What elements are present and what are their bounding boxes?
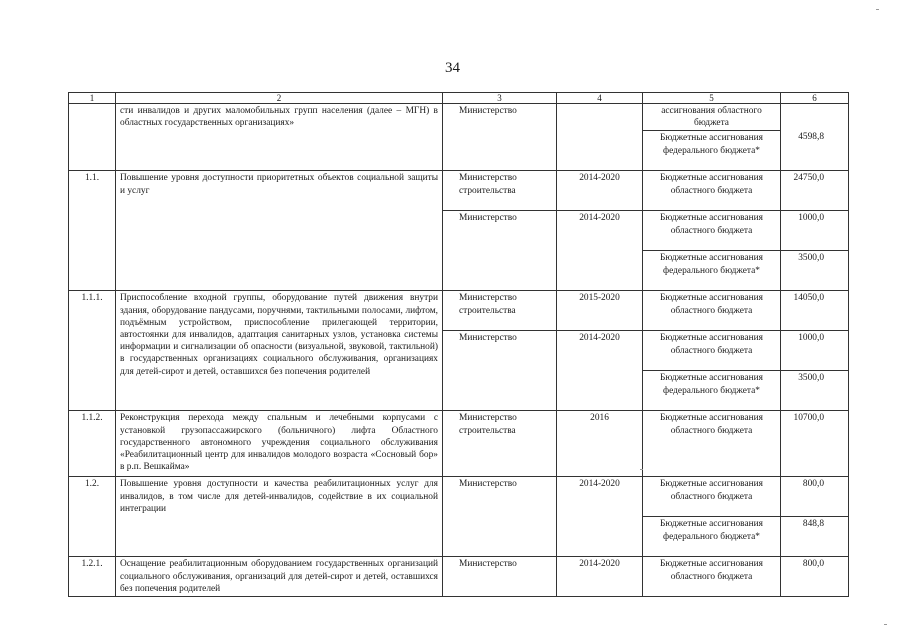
table-row xyxy=(69,291,849,331)
scan-speck xyxy=(876,9,879,10)
table-row xyxy=(69,411,849,477)
funding-source-cell: Бюджетные ассигнования федерального бюджета* xyxy=(643,371,781,411)
funding-source-cell: Бюджетные ассигнования федерального бюджета* xyxy=(643,131,781,171)
funding-source-cell: Бюджетные ассигнования областного бюджета xyxy=(643,411,781,477)
table-row xyxy=(69,104,849,131)
amount-cell: 10700,0 xyxy=(781,411,849,477)
amount-cell: 4598,8 xyxy=(781,104,849,171)
funding-source-cell: Бюджетные ассигнования областного бюджета xyxy=(643,291,781,331)
term-cell: 2014-2020 xyxy=(557,557,643,597)
row-number: 1.1. xyxy=(69,171,116,291)
row-description: Реконструкция перехода между спальным и лечебными корпусами с установкой грузопассажирского (больничного) лифта Областного государственного автономного учреждения социального обслуживания «Реабилитационный центр для инвалидов молодого возраста «Сосновый бор» в р.п. Вешкайма» xyxy=(116,411,443,477)
funding-source-cell: Бюджетные ассигнования областного бюджета xyxy=(643,211,781,251)
header-cell: 6 xyxy=(781,93,849,104)
term-cell: 2014-2020 xyxy=(557,477,643,557)
header-cell: 3 xyxy=(443,93,557,104)
funding-source-cell: Бюджетные ассигнования федерального бюджета* xyxy=(643,251,781,291)
table-row xyxy=(69,477,849,517)
row-description: Приспособление входной группы, оборудование путей движения внутри здания, оборудование пандусами, поручнями, тактильными полосами, лифтом, подъёмным устройством, приспособление прилегающей территории, автостоянки для инвалидов, адаптация санитарных узлов, установка системы информации и сигнализации об опасности (визуальной, звуковой, тактильной) в государственных организациях социального обслуживания, организациях для детей-сирот и детей, оставшихся без попечения родителей xyxy=(116,291,443,411)
responsible-cell: Министерство строительства xyxy=(443,291,557,331)
responsible-cell: Министерство xyxy=(443,477,557,557)
row-description: сти инвалидов и других маломобильных групп населения (далее – МГН) в областных государственных организациях» xyxy=(116,104,443,171)
row-number xyxy=(69,104,116,171)
row-number: 1.1.2. xyxy=(69,411,116,477)
responsible-cell: Министерство xyxy=(443,331,557,411)
amount-cell: 800,0 xyxy=(781,557,849,597)
term-cell: 2014-2020 xyxy=(557,171,643,211)
responsible-cell: Министерство xyxy=(443,104,557,171)
header-cell: 4 xyxy=(557,93,643,104)
amount-cell: 848,8 xyxy=(781,517,849,557)
responsible-cell: Министерство строительства xyxy=(443,411,557,477)
term-cell: 2014-2020 xyxy=(557,331,643,411)
row-description: Оснащение реабилитационным оборудованием государственных организаций социального обслуживания, организаций для детей-сирот и детей, оставшихся без попечения родителей xyxy=(116,557,443,597)
scan-speck xyxy=(884,624,887,625)
amount-cell: 800,0 xyxy=(781,477,849,517)
header-cell: 2 xyxy=(116,93,443,104)
term-cell xyxy=(557,104,643,171)
responsible-cell: Министерство строительства xyxy=(443,171,557,211)
funding-source-cell: Бюджетные ассигнования областного бюджета xyxy=(643,331,781,371)
table-row xyxy=(69,171,849,211)
program-table xyxy=(68,92,849,597)
funding-source-cell: Бюджетные ассигнования областного бюджета xyxy=(643,557,781,597)
term-cell: 2015-2020 xyxy=(557,291,643,331)
funding-source-cell: ассигнования областного бюджета xyxy=(643,104,781,131)
funding-source-cell: Бюджетные ассигнования федерального бюджета* xyxy=(643,517,781,557)
row-number: 1.2. xyxy=(69,477,116,557)
amount-cell: 3500,0 xyxy=(781,251,849,291)
funding-source-cell: Бюджетные ассигнования областного бюджета xyxy=(643,171,781,211)
responsible-cell: Министерство xyxy=(443,557,557,597)
header-cell: 5 xyxy=(643,93,781,104)
page-number: 34 xyxy=(445,60,460,76)
row-description: Повышение уровня доступности и качества реабилитационных услуг для инвалидов, в том числе для детей-инвалидов, содействие в их социальной интеграции xyxy=(116,477,443,557)
scan-speck xyxy=(640,469,643,470)
term-cell: 2014-2020 xyxy=(557,211,643,291)
responsible-cell: Министерство xyxy=(443,211,557,291)
row-number: 1.2.1. xyxy=(69,557,116,597)
table-row xyxy=(69,557,849,597)
header-cell: 1 xyxy=(69,93,116,104)
row-description: Повышение уровня доступности приоритетных объектов социальной защиты и услуг xyxy=(116,171,443,291)
amount-cell: 1000,0 xyxy=(781,331,849,371)
amount-cell: 1000,0 xyxy=(781,211,849,251)
amount-cell: 24750,0 xyxy=(781,171,849,211)
term-cell: 2016 xyxy=(557,411,643,477)
funding-source-cell: Бюджетные ассигнования областного бюджета xyxy=(643,477,781,517)
header-row xyxy=(69,93,849,104)
row-number: 1.1.1. xyxy=(69,291,116,411)
amount-cell: 3500,0 xyxy=(781,371,849,411)
amount-cell: 14050,0 xyxy=(781,291,849,331)
